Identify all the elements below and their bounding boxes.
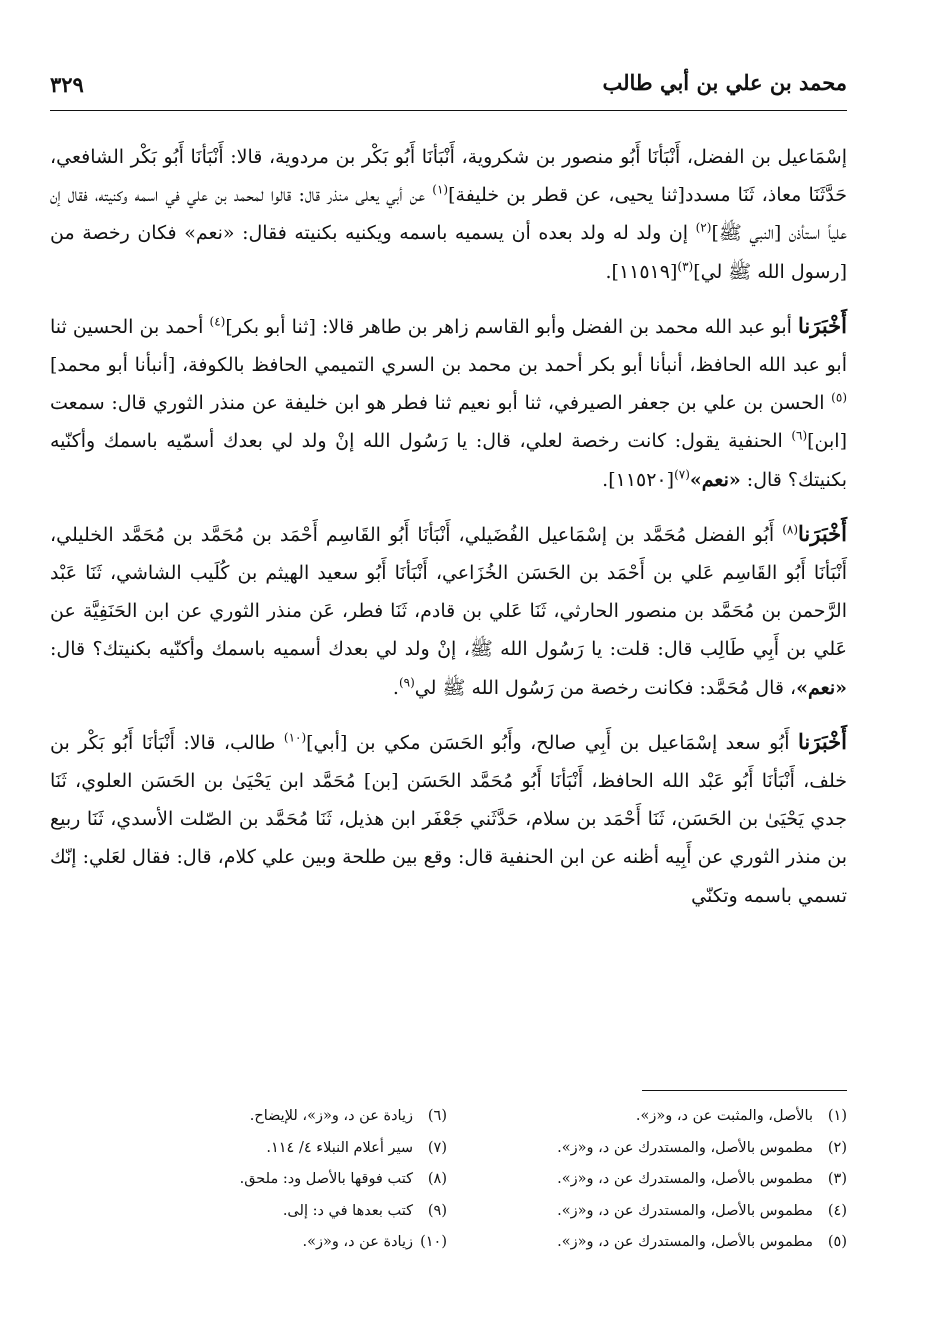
- footnote-reference: (١٠): [283, 730, 307, 745]
- footnote-number: (٩): [427, 1202, 447, 1219]
- text-segment: الحنفية يقول: كانت رخصة لعلي، قال: يا رَسُول الله إنْ ولد لي بعدك أسمّيه باسمك وأكنّيه بكنيتك؟ قال:: [50, 430, 847, 491]
- footnotes-left-column: [47, 1101, 447, 1259]
- footnote-reference: (٢): [695, 221, 712, 236]
- footnote-item: [447, 1196, 847, 1228]
- footnote-text: كتب فوقها بالأصل ود: ملحق.: [239, 1171, 413, 1187]
- footnote-reference: (٤): [209, 314, 226, 329]
- emphasized-word: «نعم»: [796, 676, 847, 699]
- footnote-item: [447, 1227, 847, 1259]
- footnote-item: [47, 1101, 447, 1133]
- footnote-text: مطموس بالأصل، والمستدرك عن د، و«ز».: [557, 1234, 813, 1250]
- footnote-separator: [642, 1090, 847, 1091]
- page-number: ٣٢٩: [50, 72, 84, 97]
- text-segment: إسْمَاعيل بن الفضل، أَنْبَأنَا أَبُو منصور بن شكروية، أَنْبَأنَا أَبُو بَكْر بن مردوية، قالا: أَنْبَأنَا أَبُو بَكْر الشافعي، حَدَّثَنَا معاذ، ثَنَا مسدد[ثنا يحيى، عن قطر بن خليفة]: [50, 146, 847, 207]
- footnote-item: [47, 1164, 447, 1196]
- text-segment: أبو عبد الله محمد بن الفضل وأبو القاسم زاهر بن طاهر قالا: [ثنا أبو بكر]: [225, 315, 799, 338]
- text-segment: [١١٥١٩].: [605, 260, 678, 283]
- paragraph-lead-word: أَخْبَرَنا: [798, 520, 847, 546]
- footnote-reference: (٧): [674, 467, 690, 482]
- footnote-number: (٣): [827, 1171, 847, 1187]
- footnote-number: (١٠): [420, 1234, 447, 1250]
- paragraph: [50, 515, 847, 707]
- footnote-item: [447, 1101, 847, 1133]
- footnote-text: مطموس بالأصل، والمستدرك عن د، و«ز».: [557, 1139, 813, 1156]
- footnote-text: مطموس بالأصل، والمستدرك عن د، و«ز».: [557, 1171, 813, 1187]
- footnote-reference: (٨): [782, 522, 799, 537]
- text-segment: أحمد بن الحسين ثنا أبو عبد الله الحافظ، أنبأنا أبو بكر أحمد بن محمد بن السري التميمي الحافظ بالكوفة، [أنبأنا أبو محمد]: [50, 315, 847, 377]
- text-segment: أَبُو سعد إسْمَاعيل بن أَبِي صالح، وأَبُو الحَسَن مكي بن [أبي]: [306, 731, 799, 754]
- footnote-text: زيادة عن د، و«ز».: [302, 1234, 413, 1250]
- text-segment: إن ولد له ولد بعده أن يسميه باسمه ويكنيه بكنيته فقال: «نعم» فكان رخصة من [رسول الله ﷺ لي]: [50, 222, 847, 283]
- running-title: محمد بن علي بن أبي طالب: [602, 70, 847, 95]
- footnote-item: [47, 1196, 447, 1228]
- text-segment: الحسن بن علي بن جعفر الصيرفي، ثنا أبو نعيم ثنا فطر هو ابن خليفة عن منذر الثوري قال: سمعت [ابن]: [50, 392, 847, 453]
- footnote-text: زيادة عن د، و«ز»، للإيضاح.: [249, 1108, 413, 1124]
- text-segment: [١١٥٢٠].: [602, 468, 675, 491]
- paragraph: [50, 307, 847, 499]
- footnote-text: مطموس بالأصل، والمستدرك عن د، و«ز».: [557, 1202, 813, 1219]
- footnote-item: [47, 1227, 447, 1259]
- footnote-text: بالأصل، والمثبت عن د، و«ز».: [635, 1108, 813, 1124]
- footnote-reference: (٦): [791, 429, 808, 444]
- footnote-item: [447, 1133, 847, 1165]
- footnote-number: (١): [827, 1108, 847, 1124]
- emphasized-word: «نعم»: [689, 468, 741, 491]
- footnote-reference: (٩): [398, 675, 415, 690]
- footnote-item: [47, 1133, 447, 1165]
- footnote-number: (٤): [827, 1202, 847, 1219]
- footnote-reference: (٥): [831, 390, 847, 405]
- text-segment: طالب، قالا: أَنْبَأنَا أَبُو بَكْر بن خلف، أَنْبَأنَا أَبُو عَبْد الله الحافظ، أَنْبَأنَا أَبُو مُحَمَّد الحَسَن [بن] مُحَمَّد ابن يَحْيَىٰ بن الحَسَن العلوي، ثَنَا جدي يَحْيَىٰ بن الحَسَن، ثَنَا أَحْمَد بن سلام، حَدَّثَني جَعْفَر ابن هذيل، ثَنَا مُحَمَّد بن الصّلت الأسدي، ثَنَا ربيع بن منذر الثوري عن أَبِيه أظنه عن ابن الحنفية قال: وقع بين طلحة وبين علي كلام، قال: فقال لعَلي: إنّك تسمي باسمه وتكنّي: [50, 731, 847, 907]
- footnote-number: (٥): [827, 1234, 847, 1250]
- footnote-reference: (٣): [677, 259, 694, 274]
- footnote-number: (٨): [427, 1171, 447, 1187]
- footnotes-right-column: [447, 1101, 847, 1259]
- footnote-text: كتب بعدها في د: إلى.: [282, 1202, 413, 1219]
- footnote-number: (٢): [827, 1139, 847, 1156]
- paragraph: [50, 723, 847, 915]
- text-segment: عن أبي يعلى منذر قال: قالوا لمحمد بن علي في اسمه وكنيته، فقال إن علياً استأذن [النبي ﷺ]: [50, 184, 847, 245]
- footnote-number: (٧): [427, 1139, 447, 1156]
- text-segment: ، قال مُحَمَّد: فكانت رخصة من رَسُول الله ﷺ لي: [414, 676, 797, 699]
- page-header: [50, 66, 847, 111]
- footnote-number: (٦): [427, 1108, 447, 1124]
- text-segment: أَبُو الفضل مُحَمَّد بن إسْمَاعيل الفُضَيلي، أَنْبَأنَا أَبُو القَاسِم أَحْمَد بن مُحَمَّد بن مُحَمَّد الخليلي، أَنْبَأنَا أَبُو القَاسِم عَلي بن أَحْمَد بن الحَسَن الخُزَاعي، أَنْبَأنَا أَبُو سعيد الهيثم بن كُلَيب الشاشي، ثَنَا عَبْد الرَّحمن بن مُحَمَّد بن منصور الحارثي، ثَنَا عَلي بن قادم، ثَنَا فطر، عَن منذر الثوري عن ابن الحَنَفِيَّة عن عَلي بن أَبِي طَالِب قال: قلت: يا رَسُول الله ﷺ، إنْ ولد لي بعدك أسميه باسمك وأكنّيه بكنيتك؟ قال:: [50, 523, 847, 661]
- paragraph: [50, 138, 847, 291]
- footnote-text: سير أعلام النبلاء ٤/ ١١٤.: [266, 1139, 413, 1156]
- paragraph-lead-word: أَخْبَرَنا: [798, 312, 847, 338]
- footnote-reference: (١): [432, 182, 449, 197]
- paragraph-lead-word: أَخْبَرَنا: [798, 728, 847, 754]
- text-segment: .: [392, 676, 399, 699]
- footnote-item: [447, 1164, 847, 1196]
- body-text: [50, 138, 847, 915]
